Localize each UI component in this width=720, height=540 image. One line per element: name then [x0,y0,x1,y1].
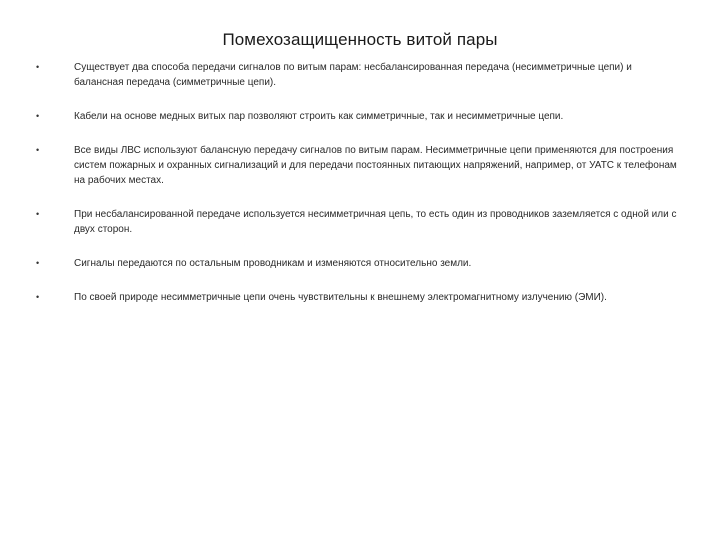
bullet-marker: • [36,209,40,219]
bullet-marker: • [36,145,40,155]
bullet-text: Кабели на основе медных витых пар позволяют строить как симметричные, так и несимметричные цепи. [74,111,564,122]
bullet-marker: • [36,111,40,121]
bullet-marker: • [36,292,40,302]
bullet-marker: • [36,62,40,72]
bullet-text: Сигналы передаются по остальным проводникам и изменяются относительно земли. [74,258,472,269]
bullet-text: По своей природе несимметричные цепи очень чувствительны к внешнему электромагнитному излучению (ЭМИ). [74,292,607,303]
bullet-marker: • [36,258,40,268]
bullet-text: Все виды ЛВС используют балансную передачу сигналов по витым парам. Несимметричные цепи применяются для построения систем пожарных и охранных сигнализаций и для передачи постоянных питающих напряжений, например, от УАТС к телефонам на рабочих местах. [74,145,677,186]
slide-title: Помехозащищенность витой пары [222,30,498,49]
bullet-text: При несбалансированной передаче используется несимметричная цепь, то есть один из проводников заземляется с одной или с двух сторон. [74,209,677,235]
bullet-text: Существует два способа передачи сигналов по витым парам: несбалансированная передача (несимметричные цепи) и балансная передача (симметричные цепи). [74,62,632,88]
